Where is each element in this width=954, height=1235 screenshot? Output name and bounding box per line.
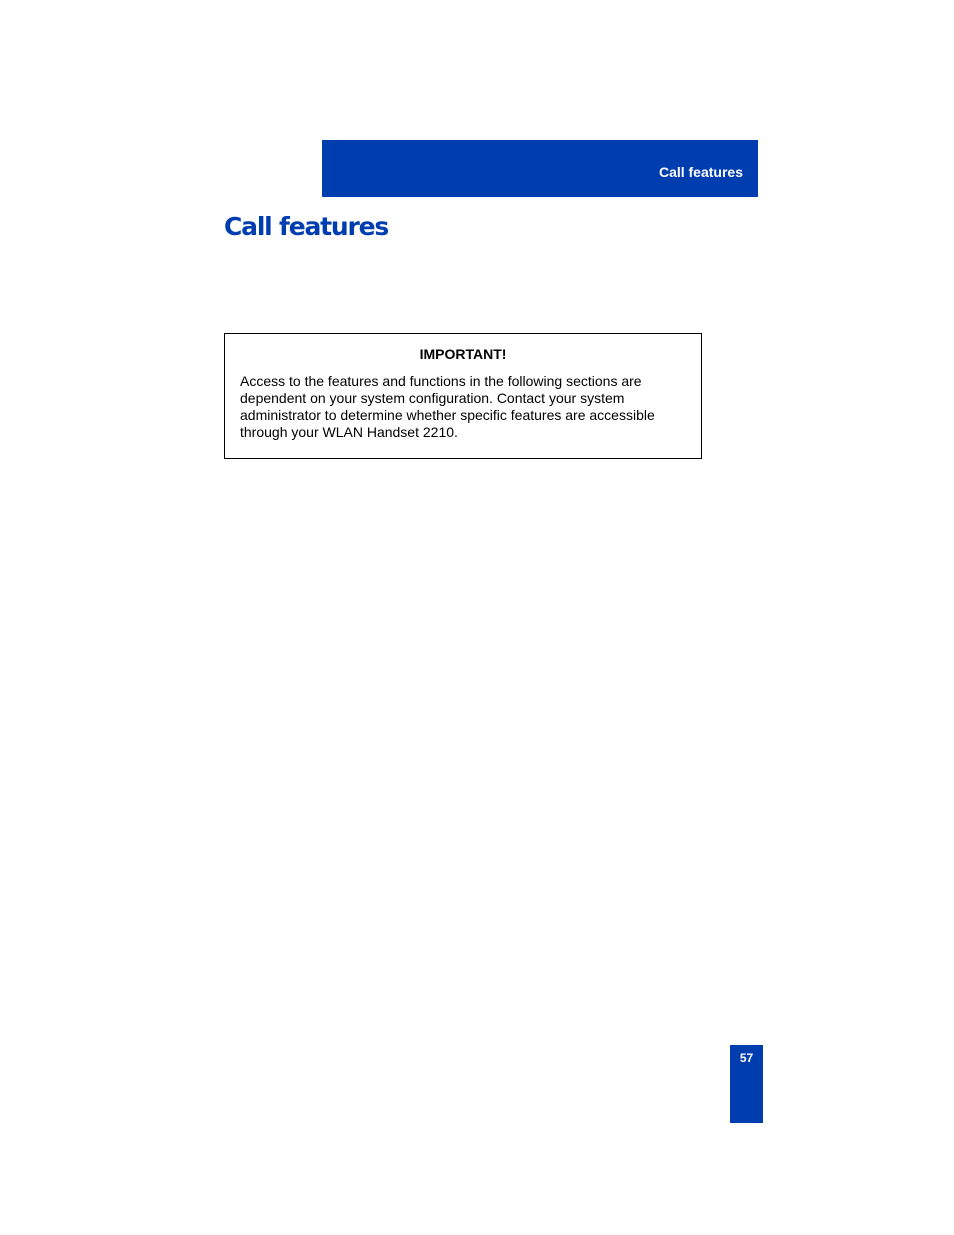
- notice-line: Access to the features and functions in the following sections are: [240, 373, 642, 389]
- notice-line: administrator to determine whether specific features are accessible: [240, 407, 655, 423]
- page-number-tab: [730, 1045, 763, 1123]
- page-title: Call features: [224, 212, 389, 241]
- notice-line: through your WLAN Handset 2210.: [240, 424, 458, 440]
- page-number: 57: [739, 1051, 754, 1065]
- notice-body: [240, 373, 680, 441]
- important-notice-box: [224, 333, 702, 459]
- header-bar: [322, 140, 758, 197]
- notice-heading: IMPORTANT!: [419, 346, 507, 362]
- header-section-label: Call features: [658, 164, 743, 180]
- notice-line: dependent on your system configuration. Contact your system: [240, 390, 625, 406]
